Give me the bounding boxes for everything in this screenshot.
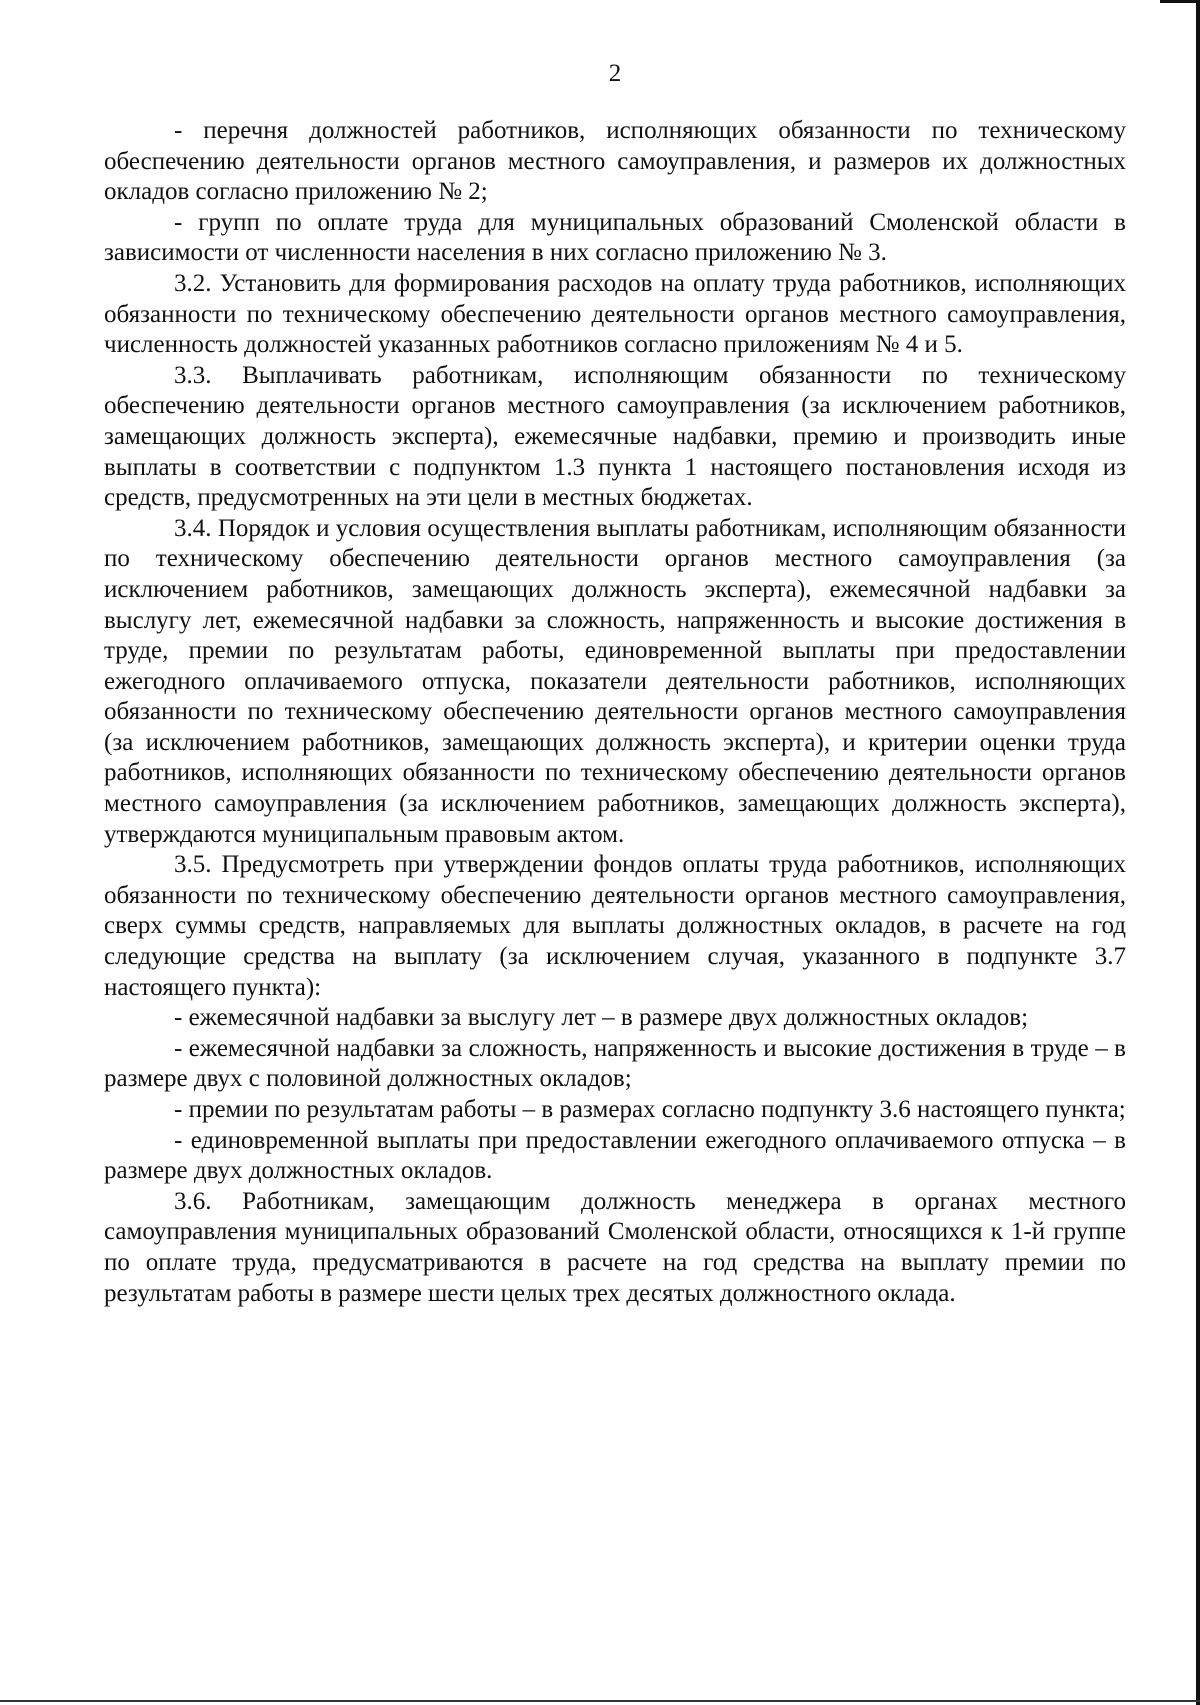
document-body bbox=[104, 116, 1126, 1309]
paragraph-3-3: 3.3. Выплачивать работникам, исполняющим обязанности по техническому обеспечению деятельности органов местного самоуправления (за исключением работников, замещающих должность эксперта), ежемесячные надбавки, премию и производить иные выплаты в соответствии с подпунктом 1.3 пункта 1 настоящего постановления исходя из средств, предусмотренных на эти цели в местных бюджетах. bbox=[104, 361, 1126, 512]
paragraph-3-6: 3.6. Работникам, замещающим должность менеджера в органах местного самоуправления муниципальных образований Смоленской области, относящихся к 1-й группе по оплате труда, предусматриваются в расчете на год средства на выплату премии по результатам работы в размере шести целых трех десятых должностного оклада. bbox=[104, 1187, 1126, 1307]
scan-edge-top bbox=[1160, 0, 1200, 3]
paragraph-bullet-vacation: - единовременной выплаты при предоставлении ежегодного оплачиваемого отпуска – в размере двух должностных окладов. bbox=[104, 1126, 1126, 1185]
paragraph-3-4: 3.4. Порядок и условия осуществления выплаты работникам, исполняющим обязанности по техническому обеспечению деятельности органов местного самоуправления (за исключением работников, замещающих должность эксперта), ежемесячной надбавки за выслугу лет, ежемесячной надбавки за сложность, напряженность и высокие достижения в труде, премии по результатам работы, единовременной выплаты при предоставлении ежегодного оплачиваемого отпуска, показатели деятельности работников, исполняющих обязанности по техническому обеспечению деятельности органов местного самоуправления (за исключением работников, замещающих должность эксперта), и критерии оценки труда работников, исполняющих обязанности по техническому обеспечению деятельности органов местного самоуправления (за исключением работников, замещающих должность эксперта), утверждаются муниципальным правовым актом. bbox=[104, 514, 1126, 848]
paragraph-list-item-appendix-2: - перечня должностей работников, исполняющих обязанности по техническому обеспечению деятельности органов местного самоуправления, и размеров их должностных окладов согласно приложению № 2; bbox=[104, 117, 1126, 206]
paragraph-bullet-bonus: - премии по результатам работы – в размерах согласно подпункту 3.6 настоящего пункта; bbox=[174, 1096, 1126, 1123]
scan-edge-bottom bbox=[0, 1700, 1200, 1702]
paragraph-list-item-appendix-3: - групп по оплате труда для муниципальных образований Смоленской области в зависимости от численности населения в них согласно приложению № 3. bbox=[104, 208, 1126, 267]
paragraph-bullet-complexity: - ежемесячной надбавки за сложность, напряженность и высокие достижения в труде – в размере двух с половиной должностных окладов; bbox=[104, 1034, 1126, 1093]
scan-edge-right bbox=[1196, 0, 1200, 1705]
paragraph-3-5: 3.5. Предусмотреть при утверждении фондов оплаты труда работников, исполняющих обязанности по техническому обеспечению деятельности органов местного самоуправления, сверх суммы средств, направляемых для выплаты должностных окладов, в расчете на год следующие средства на выплату (за исключением случая, указанного в подпункте 3.7 настоящего пункта): bbox=[104, 851, 1126, 1001]
page-number: 2 bbox=[608, 60, 622, 87]
paragraph-3-2: 3.2. Установить для формирования расходов на оплату труда работников, исполняющих обязанности по техническому обеспечению деятельности органов местного самоуправления, численность должностей указанных работников согласно приложениям № 4 и 5. bbox=[104, 269, 1126, 359]
paragraph-bullet-seniority: - ежемесячной надбавки за выслугу лет – в размере двух должностных окладов; bbox=[174, 1004, 1029, 1032]
